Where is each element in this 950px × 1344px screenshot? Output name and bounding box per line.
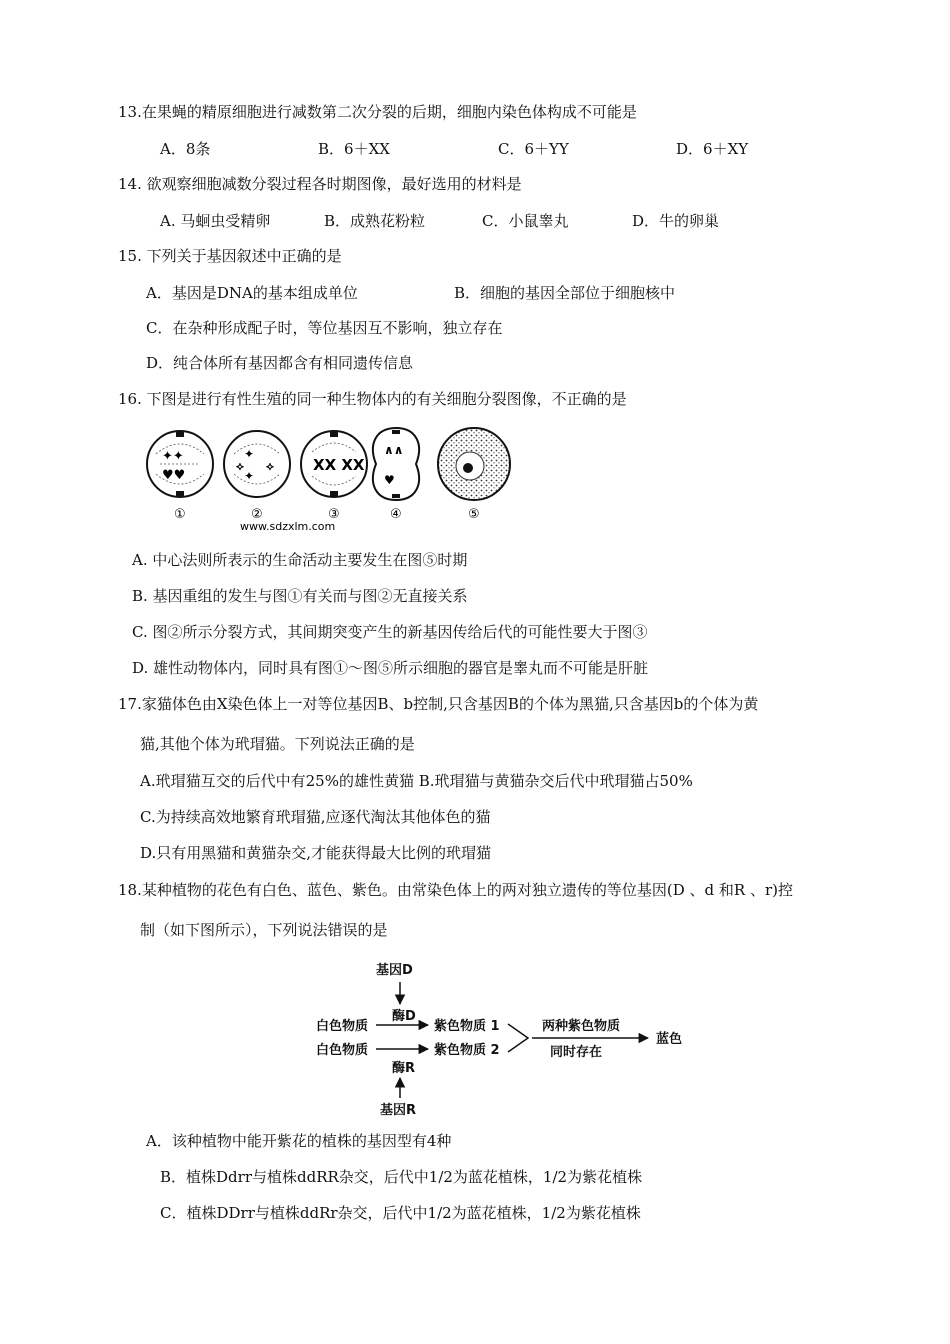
q17-stem-line1: 17.家猫体色由X染色体上一对等位基因B、b控制,只含基因B的个体为黑猫,只含基因b的个体为黄 [118, 695, 759, 713]
q16-option-b: B. 基因重组的发生与图①有关而与图②无直接关系 [132, 587, 468, 605]
cell-4-image [373, 428, 419, 500]
svg-text:∧∧: ∧∧ [384, 443, 404, 457]
figure-label-3: ③ [328, 507, 340, 522]
svg-text:XX XX: XX XX [313, 456, 365, 474]
gene-d-label: 基因D [376, 963, 413, 978]
svg-text:✦✦: ✦✦ [162, 449, 184, 464]
purple-substance-2: 紫色物质 2 [434, 1043, 500, 1058]
cell-3-image [301, 431, 367, 497]
q18-stem-line1: 18.某种植物的花色有白色、蓝色、紫色。由常染色体上的两对独立遗传的等位基因(D 、d 和R 、r)控 [118, 881, 793, 899]
watermark-text: www.sdzxlm.com [240, 520, 336, 533]
enzyme-d-label: 酶D [392, 1009, 416, 1024]
svg-text:♥: ♥ [384, 473, 395, 487]
svg-text:✦: ✦ [244, 447, 255, 461]
q18-option-c: C．植株DDrr与植株ddRr杂交，后代中1/2为蓝花植株，1/2为紫花植株 [160, 1204, 641, 1222]
pathway-diagram [310, 958, 700, 1120]
q14-option-a: A. 马蛔虫受精卵 [160, 212, 271, 230]
q14-option-b: B．成熟花粉粒 [324, 212, 426, 230]
q15-option-d: D．纯合体所有基因都含有相同遗传信息 [146, 354, 414, 372]
white-substance-1: 白色物质 [316, 1019, 369, 1034]
q13-option-a: A．8条 [160, 140, 211, 158]
q16-stem: 16. 下图是进行有性生殖的同一种生物体内的有关细胞分裂图像，不正确的是 [118, 390, 627, 408]
cell-1-image [147, 431, 213, 497]
enzyme-r-label: 酶R [392, 1061, 416, 1076]
purple-substance-1: 紫色物质 1 [434, 1019, 500, 1034]
q18-option-a: A．该种植物中能开紫花的植株的基因型有4种 [146, 1132, 452, 1150]
figure-label-5: ⑤ [468, 507, 480, 522]
q15-option-c: C．在杂种形成配子时，等位基因互不影响，独立存在 [146, 319, 503, 337]
blue-label: 蓝色 [656, 1032, 683, 1047]
q15-stem: 15. 下列关于基因叙述中正确的是 [118, 247, 342, 265]
q13-option-d: D．6＋XY [676, 140, 749, 158]
svg-text:♥♥: ♥♥ [162, 468, 186, 483]
gene-r-label: 基因R [380, 1103, 417, 1118]
q13-stem: 13.在果蝇的精原细胞进行减数第二次分裂的后期，细胞内染色体构成不可能是 [118, 103, 637, 121]
figure-label-1: ① [174, 507, 186, 522]
cell-5-image [438, 428, 510, 500]
figure-label-2: ② [251, 507, 263, 522]
q14-option-d: D．牛的卵巢 [632, 212, 720, 230]
cell-division-figure [140, 424, 520, 534]
q13-option-b: B．6＋XX [318, 140, 390, 158]
coexist-label: 同时存在 [550, 1045, 603, 1060]
q17-option-c: C.为持续高效地繁育玳瑁猫,应逐代淘汰其他体色的猫 [140, 808, 491, 826]
q16-option-d: D. 雄性动物体内，同时具有图①～图⑤所示细胞的器官是睾丸而不可能是肝脏 [132, 659, 649, 677]
q14-option-c: C．小鼠睾丸 [482, 212, 569, 230]
svg-text:✦: ✦ [244, 469, 255, 483]
q15-option-a: A．基因是DNA的基本组成单位 [146, 284, 358, 302]
q13-option-c: C．6＋YY [498, 140, 569, 158]
both-purple-label: 两种紫色物质 [542, 1019, 621, 1034]
svg-text:⟡: ⟡ [236, 459, 244, 473]
q17-option-ab: A.玳瑁猫互交的后代中有25%的雄性黄猫 B.玳瑁猫与黄猫杂交后代中玳瑁猫占50% [140, 772, 693, 790]
q15-option-b: B．细胞的基因全部位于细胞核中 [454, 284, 676, 302]
figure-label-4: ④ [390, 507, 402, 522]
q17-stem-line2: 猫,其他个体为玳瑁猫。下列说法正确的是 [140, 735, 415, 753]
q17-option-d: D.只有用黑猫和黄猫杂交,才能获得最大比例的玳瑁猫 [140, 844, 492, 862]
q16-option-a: A. 中心法则所表示的生命活动主要发生在图⑤时期 [132, 551, 468, 569]
white-substance-2: 白色物质 [316, 1043, 369, 1058]
q14-stem: 14. 欲观察细胞减数分裂过程各时期图像，最好选用的材料是 [118, 175, 522, 193]
svg-text:⟡: ⟡ [266, 459, 274, 473]
cell-2-image [224, 431, 290, 497]
q16-option-c: C. 图②所示分裂方式，其间期突变产生的新基因传给后代的可能性要大于图③ [132, 623, 648, 641]
q18-option-b: B．植株Ddrr与植株ddRR杂交，后代中1/2为蓝花植株，1/2为紫花植株 [160, 1168, 643, 1186]
q18-stem-line2: 制（如下图所示），下列说法错误的是 [140, 921, 388, 939]
